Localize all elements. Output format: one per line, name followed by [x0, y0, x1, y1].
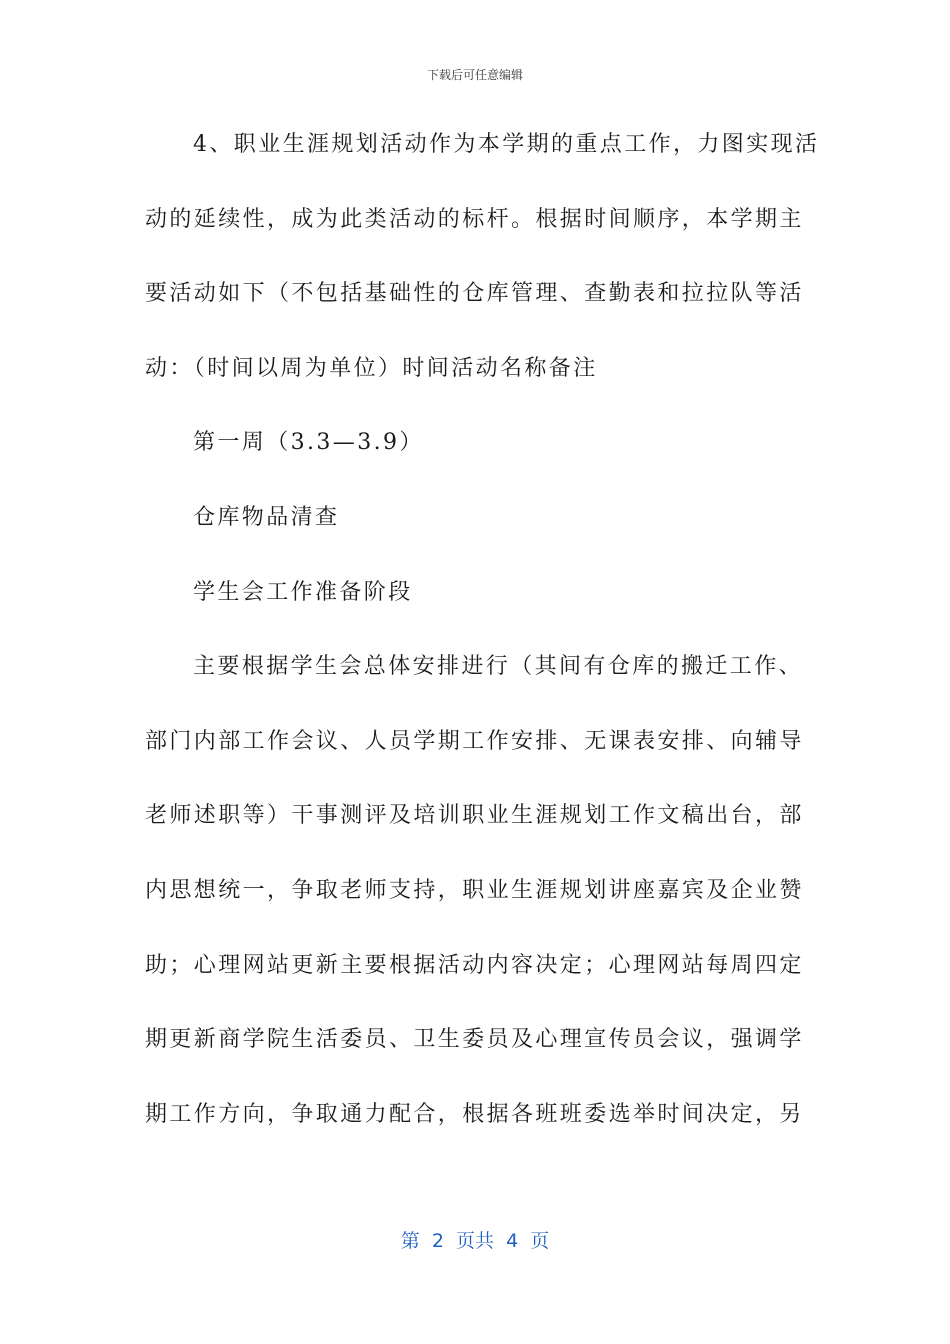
document-body	[145, 108, 820, 1152]
paragraph-line: 仓库物品清查	[193, 504, 340, 530]
paragraph-line: 期更新商学院生活委员、卫生委员及心理宣传员会议，强调学	[145, 1027, 804, 1053]
paragraph-line: 动：（时间以周为单位）时间活动名称备注	[145, 355, 598, 381]
paragraph-line: 老师述职等）干事测评及培训职业生涯规划工作文稿出台，部	[145, 803, 804, 829]
paragraph-line: 4、职业生涯规划活动作为本学期的重点工作，力图实现活	[193, 132, 820, 157]
page-header: 下载后可任意编辑	[426, 68, 523, 82]
paragraph-line: 主要根据学生会总体安排进行（其间有仓库的搬迁工作、	[193, 654, 804, 680]
paragraph-line: 学生会工作准备阶段	[193, 579, 413, 605]
paragraph-line: 动的延续性，成为此类活动的标杆。根据时间顺序，本学期主	[145, 206, 804, 232]
paragraph-line: 助；心理网站更新主要根据活动内容决定；心理网站每周四定	[145, 952, 804, 978]
page-footer: 第 2 页共 4 页	[400, 1230, 550, 1252]
paragraph-line: 部门内部工作会议、人员学期工作安排、无课表安排、向辅导	[145, 728, 804, 754]
paragraph-line: 期工作方向，争取通力配合，根据各班班委选举时间决定，另	[145, 1101, 804, 1127]
paragraph-line: 内思想统一，争取老师支持，职业生涯规划讲座嘉宾及企业赞	[145, 877, 804, 903]
paragraph-line: 第一周（3.3—3.9）	[193, 430, 424, 456]
paragraph-line: 要活动如下（不包括基础性的仓库管理、查勤表和拉拉队等活	[145, 281, 804, 307]
